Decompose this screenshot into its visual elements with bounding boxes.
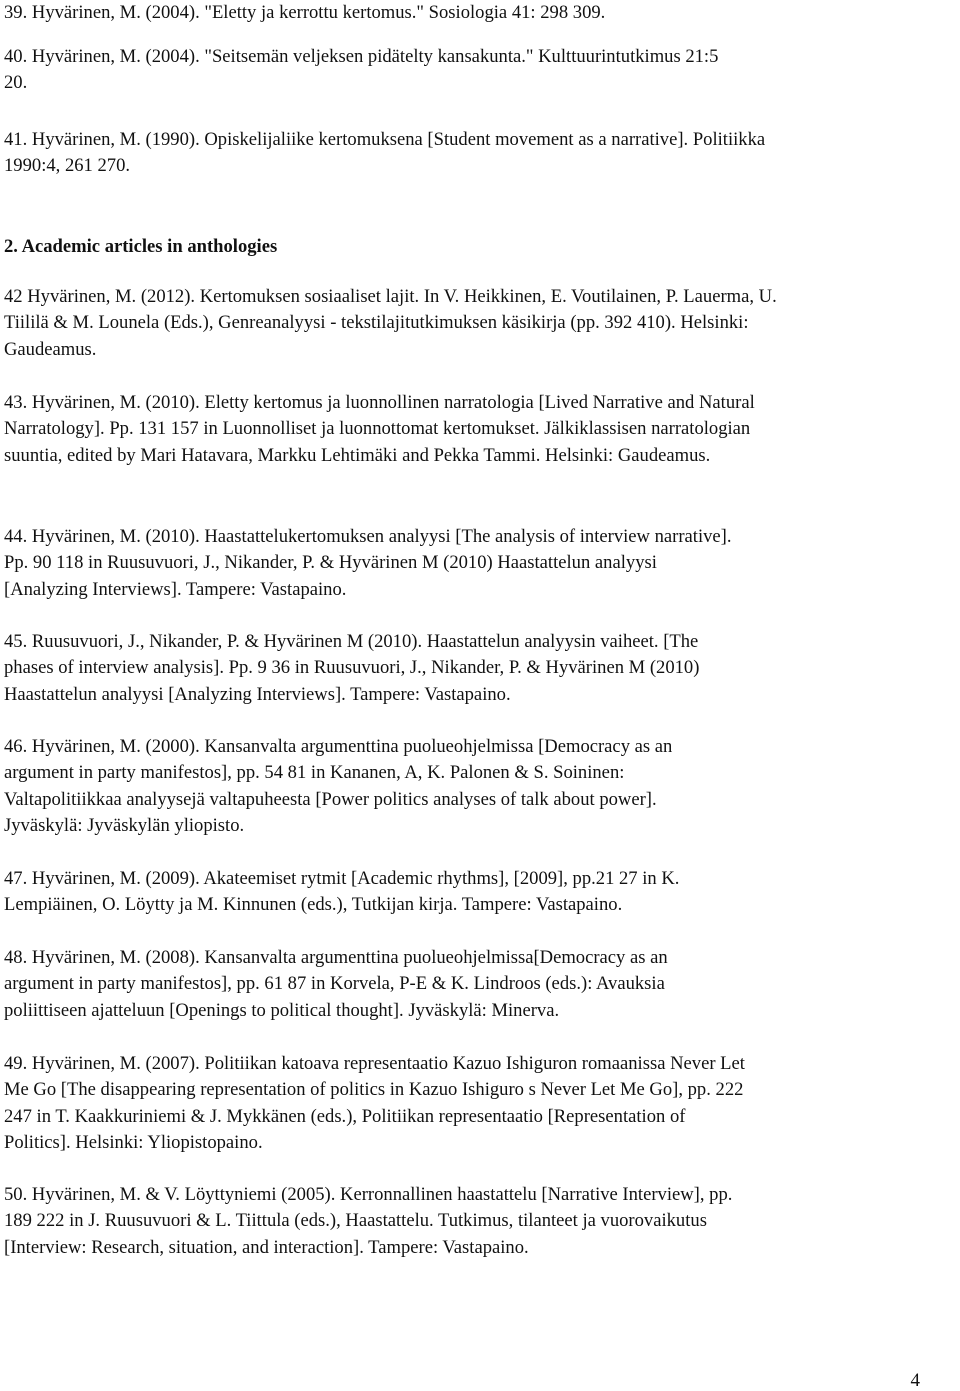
page-number: 4 <box>910 1370 920 1391</box>
reference-48: 48. Hyvärinen, M. (2008). Kansanvalta argumenttina puolueohjelmissa[Democracy as an argument in party manifestos], pp. 61 87 in Korvela, P-E & K. Lindroos (eds.): Avauksia poliittiseen ajatteluun [Openings to political thought]. Jyväskylä: Minerva. <box>4 947 668 1021</box>
reference-40: 40. Hyvärinen, M. (2004). "Seitsemän veljeksen pidätelty kansakunta." Kulttuurintutkimus 21:5 20. <box>4 46 719 94</box>
section-heading: 2. Academic articles in anthologies <box>4 236 278 257</box>
reference-44: 44. Hyvärinen, M. (2010). Haastattelukertomuksen analyysi [The analysis of interview narrative]. Pp. 90 118 in Ruusuvuori, J., Nikander, P. & Hyvärinen M (2010) Haastattelun analyysi [Analyzing Interviews]. Tampere: Vastapaino. <box>4 526 732 600</box>
reference-41: 41. Hyvärinen, M. (1990). Opiskelijaliike kertomuksena [Student movement as a narrative]. Politiikka 1990:4, 261 270. <box>4 129 766 177</box>
reference-43: 43. Hyvärinen, M. (2010). Eletty kertomus ja luonnollinen narratologia [Lived Narrative and Natural Narratology]. Pp. 131 157 in Luonnolliset ja luonnottomat kertomukset. Jälkiklassisen narratologian suuntia, edited by Mari Hatavara, Markku Lehtimäki and Pekka Tammi. Helsinki: Gaudeamus. <box>4 392 755 466</box>
reference-50: 50. Hyvärinen, M. & V. Löyttyniemi (2005). Kerronnallinen haastattelu [Narrative Interview], pp. 189 222 in J. Ruusuvuori & L. Tiittula (eds.), Haastattelu. Tutkimus, tilanteet ja vuorovaikutus [Interview: Research, situation, and interaction]. Tampere: Vastapaino. <box>4 1184 733 1258</box>
reference-47: 47. Hyvärinen, M. (2009). Akateemiset rytmit [Academic rhythms], [2009], pp.21 27 in K. Lempiäinen, O. Löytty ja M. Kinnunen (eds.), Tutkijan kirja. Tampere: Vastapaino. <box>4 868 680 916</box>
reference-39: 39. Hyvärinen, M. (2004). "Eletty ja kerrottu kertomus." Sosiologia 41: 298 309. <box>4 2 606 23</box>
reference-46: 46. Hyvärinen, M. (2000). Kansanvalta argumenttina puolueohjelmissa [Democracy as an argument in party manifestos], pp. 54 81 in Kananen, A, K. Palonen & S. Soininen: Valtapolitiikkaa analyysejä valtapuheesta [Power politics analyses of talk about power]. Jyväskylä: Jyväskylän yliopisto. <box>4 736 673 836</box>
reference-45: 45. Ruusuvuori, J., Nikander, P. & Hyvärinen M (2010). Haastattelun analyysin vaiheet. [The phases of interview analysis]. Pp. 9 36 in Ruusuvuori, J., Nikander, P. & Hyvärinen M (2010) Haastattelun analyysi [Analyzing Interviews]. Tampere: Vastapaino. <box>4 631 700 705</box>
reference-49: 49. Hyvärinen, M. (2007). Politiikan katoava representaatio Kazuo Ishiguron romaanissa Never Let Me Go [The disappearing representation of politics in Kazuo Ishiguro s Never Let Me Go], pp. 222 247 in T. Kaakkuriniemi & J. Mykkänen (eds.), Politiikan representaatio [Representation of Politics]. Helsinki: Yliopistopaino. <box>4 1053 745 1153</box>
reference-42: 42 Hyvärinen, M. (2012). Kertomuksen sosiaaliset lajit. In V. Heikkinen, E. Voutilainen, P. Lauerma, U. Tiililä & M. Lounela (Eds.), Genreanalyysi - tekstilajitutkimuksen käsikirja (pp. 392 410). Helsinki: Gaudeamus. <box>4 286 777 360</box>
